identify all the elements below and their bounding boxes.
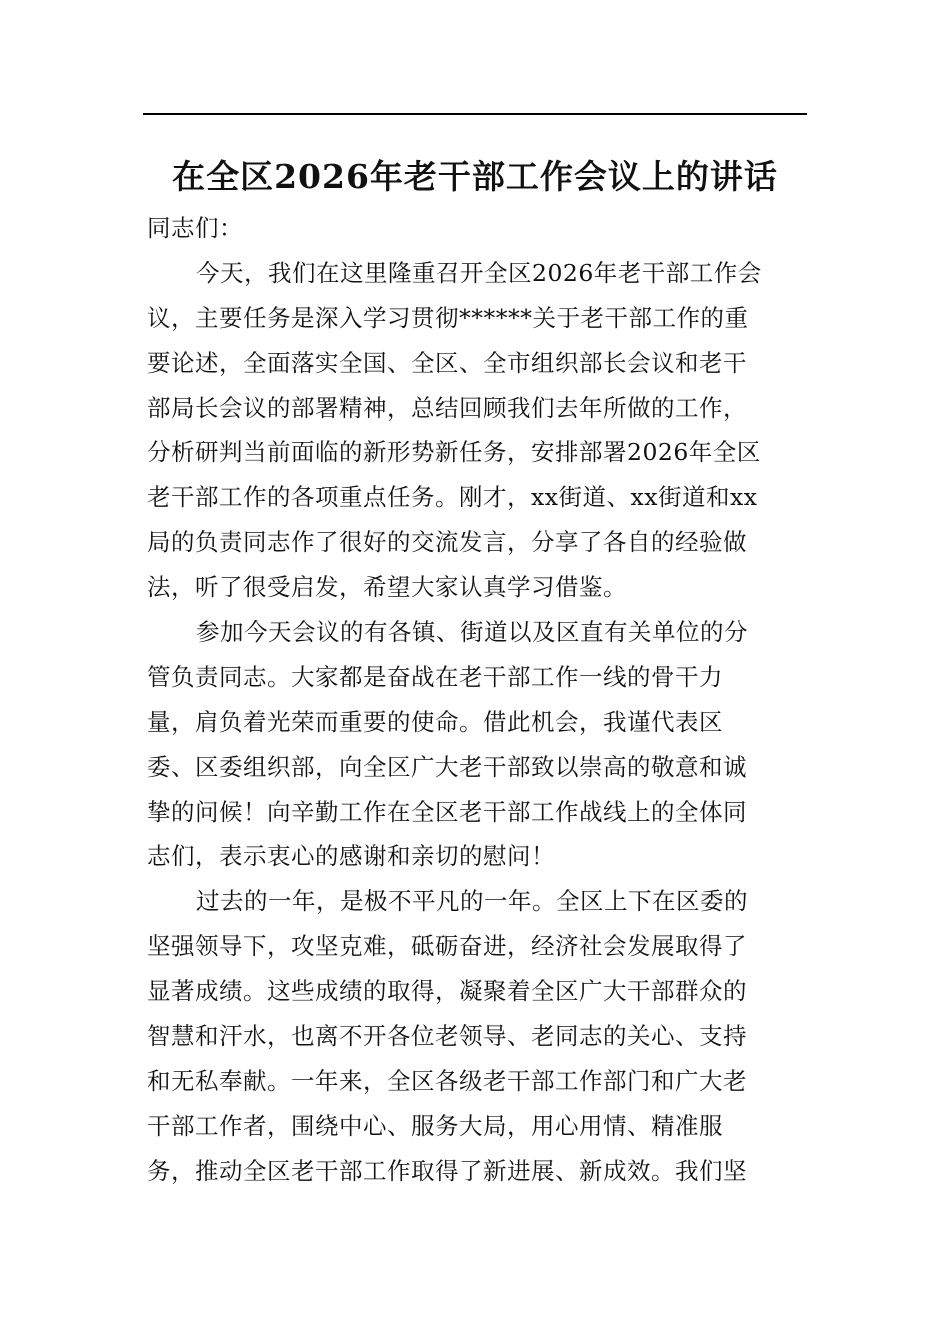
paragraph-line: 今天，我们在这里隆重召开全区2026年老干部工作会 <box>196 258 762 287</box>
document-title: 在全区2026年老干部工作会议上的讲话 <box>172 157 778 196</box>
paragraph-line: 志们，表示衷心的感谢和亲切的慰问！ <box>147 842 555 871</box>
paragraph-line: 法，听了很受启发，希望大家认真学习借鉴。 <box>147 573 627 602</box>
paragraph-line: 局的负责同志作了很好的交流发言，分享了各自的经验做 <box>147 528 747 557</box>
paragraph-line: 智慧和汗水，也离不开各位老领导、老同志的关心、支持 <box>147 1022 747 1051</box>
paragraph-line: 参加今天会议的有各镇、街道以及区直有关单位的分 <box>196 618 748 647</box>
header-rule <box>143 113 807 115</box>
paragraph-line: 部局长会议的部署精神，总结回顾我们去年所做的工作， <box>147 393 747 422</box>
paragraph-line: 分析研判当前面临的新形势新任务，安排部署2026年全区 <box>147 438 761 467</box>
document-body <box>147 206 807 1194</box>
paragraph-line: 显著成绩。这些成绩的取得，凝聚着全区广大干部群众的 <box>147 977 747 1006</box>
paragraph-line: 和无私奉献。一年来，全区各级老干部工作部门和广大老 <box>147 1066 747 1095</box>
paragraph-line: 挚的问候！向辛勤工作在全区老干部工作战线上的全体同 <box>147 797 747 826</box>
paragraph-line: 坚强领导下，攻坚克难，砥砺奋进，经济社会发展取得了 <box>147 932 747 961</box>
paragraph-line: 管负责同志。大家都是奋战在老干部工作一线的骨干力 <box>147 662 723 691</box>
salutation: 同志们： <box>147 214 243 242</box>
paragraph-line: 干部工作者，围绕中心、服务大局，用心用情、精准服 <box>147 1111 723 1140</box>
paragraph-line: 量，肩负着光荣而重要的使命。借此机会，我谨代表区 <box>147 707 723 736</box>
paragraph-line: 过去的一年，是极不平凡的一年。全区上下在区委的 <box>196 887 748 916</box>
paragraph-line: 务，推动全区老干部工作取得了新进展、新成效。我们坚 <box>147 1156 747 1185</box>
paragraph-line: 委、区委组织部，向全区广大老干部致以崇高的敬意和诚 <box>147 752 747 781</box>
paragraph-line: 议，主要任务是深入学习贯彻******关于老干部工作的重 <box>147 303 749 332</box>
paragraph-line: 老干部工作的各项重点任务。刚才，xx街道、xx街道和xx <box>147 483 758 512</box>
paragraph-line: 要论述，全面落实全国、全区、全市组织部长会议和老干 <box>147 348 747 377</box>
